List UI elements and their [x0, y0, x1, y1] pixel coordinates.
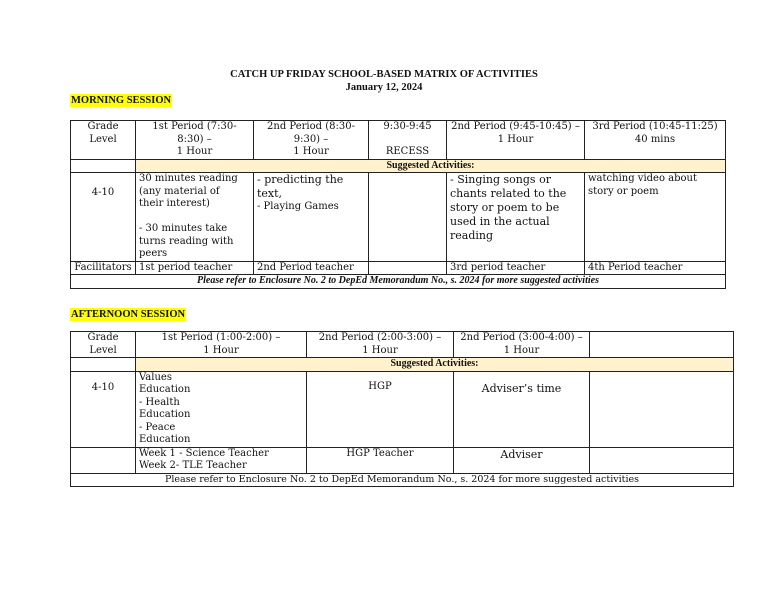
activity-period-3: Adviser’s time — [454, 371, 590, 447]
suggested-activities-label: Suggested Activities: — [136, 358, 734, 372]
empty-cell — [71, 159, 136, 173]
document-date: January 12, 2024 — [345, 82, 423, 93]
facilitators-label-empty — [71, 447, 136, 473]
header-period-1: 1st Period (1:00-2:00) – 1 Hour — [136, 332, 307, 358]
table-row — [71, 173, 726, 262]
facilitator-period-4: 4th Period teacher — [585, 261, 726, 275]
activity-period-4: watching video about story or poem — [585, 173, 726, 262]
activity-period-1: Values Education - Health Education - Peace Education — [136, 371, 307, 447]
header-period-3: 2nd Period (9:45-10:45) – 1 Hour — [447, 121, 585, 160]
facilitator-recess — [369, 261, 447, 275]
table-row — [71, 332, 734, 358]
facilitator-period-1: Week 1 - Science Teacher Week 2- TLE Teacher — [136, 447, 307, 473]
morning-matrix-table — [70, 120, 726, 289]
facilitator-period-3: 3rd period teacher — [447, 261, 585, 275]
header-period-3: 2nd Period (3:00-4:00) – 1 Hour — [454, 332, 590, 358]
activity-playing-games: - Playing Games — [257, 201, 339, 212]
activity-predicting-text: - predicting the text, — [257, 173, 344, 200]
empty-cell — [71, 358, 136, 372]
grade-level-value: 4-10 — [71, 173, 136, 262]
activity-period-2: HGP — [307, 371, 454, 447]
facilitator-period-2: HGP Teacher — [307, 447, 454, 473]
header-grade-level: Grade Level — [71, 332, 136, 358]
facilitator-period-2: 2nd Period teacher — [254, 261, 369, 275]
suggested-activities-label: Suggested Activities: — [136, 159, 726, 173]
table-row — [71, 473, 734, 487]
table-row — [71, 275, 726, 289]
header-period-2: 2nd Period (2:00-3:00) – 1 Hour — [307, 332, 454, 358]
table-row — [71, 371, 734, 447]
afternoon-matrix-table — [70, 331, 734, 487]
activity-period-1: 30 minutes reading (any material of their interest) - 30 minutes take turns reading with peers — [136, 173, 254, 262]
activity-empty — [590, 371, 734, 447]
table-row — [71, 358, 734, 372]
grade-level-value: 4-10 — [71, 371, 136, 447]
facilitators-label: Facilitators — [71, 261, 136, 275]
header-period-4: 3rd Period (10:45-11:25) 40 mins — [585, 121, 726, 160]
morning-session-label: MORNING SESSION — [71, 95, 172, 106]
header-recess: 9:30-9:45 RECESS — [369, 121, 447, 160]
document-title: CATCH UP FRIDAY SCHOOL-BASED MATRIX OF ACTIVITIES — [230, 69, 538, 80]
table-row — [71, 447, 734, 473]
header-empty — [590, 332, 734, 358]
activity-period-2 — [254, 173, 369, 262]
header-grade-level: Grade Level — [71, 121, 136, 160]
facilitator-period-3: Adviser — [454, 447, 590, 473]
afternoon-reference-note: Please refer to Enclosure No. 2 to DepEd Memorandum No., s. 2024 for more suggested activities — [71, 473, 734, 487]
facilitator-period-1: 1st period teacher — [136, 261, 254, 275]
activity-recess — [369, 173, 447, 262]
activity-period-3: - Singing songs or chants related to the story or poem to be used in the actual reading — [447, 173, 585, 262]
facilitator-empty — [590, 447, 734, 473]
table-row — [71, 261, 726, 275]
afternoon-session-label: AFTERNOON SESSION — [71, 309, 186, 320]
header-period-2: 2nd Period (8:30- 9:30) – 1 Hour — [254, 121, 369, 160]
table-row — [71, 159, 726, 173]
morning-reference-note: Please refer to Enclosure No. 2 to DepEd Memorandum No., s. 2024 for more suggested activities — [71, 275, 726, 289]
table-row — [71, 121, 726, 160]
header-period-1: 1st Period (7:30- 8:30) – 1 Hour — [136, 121, 254, 160]
